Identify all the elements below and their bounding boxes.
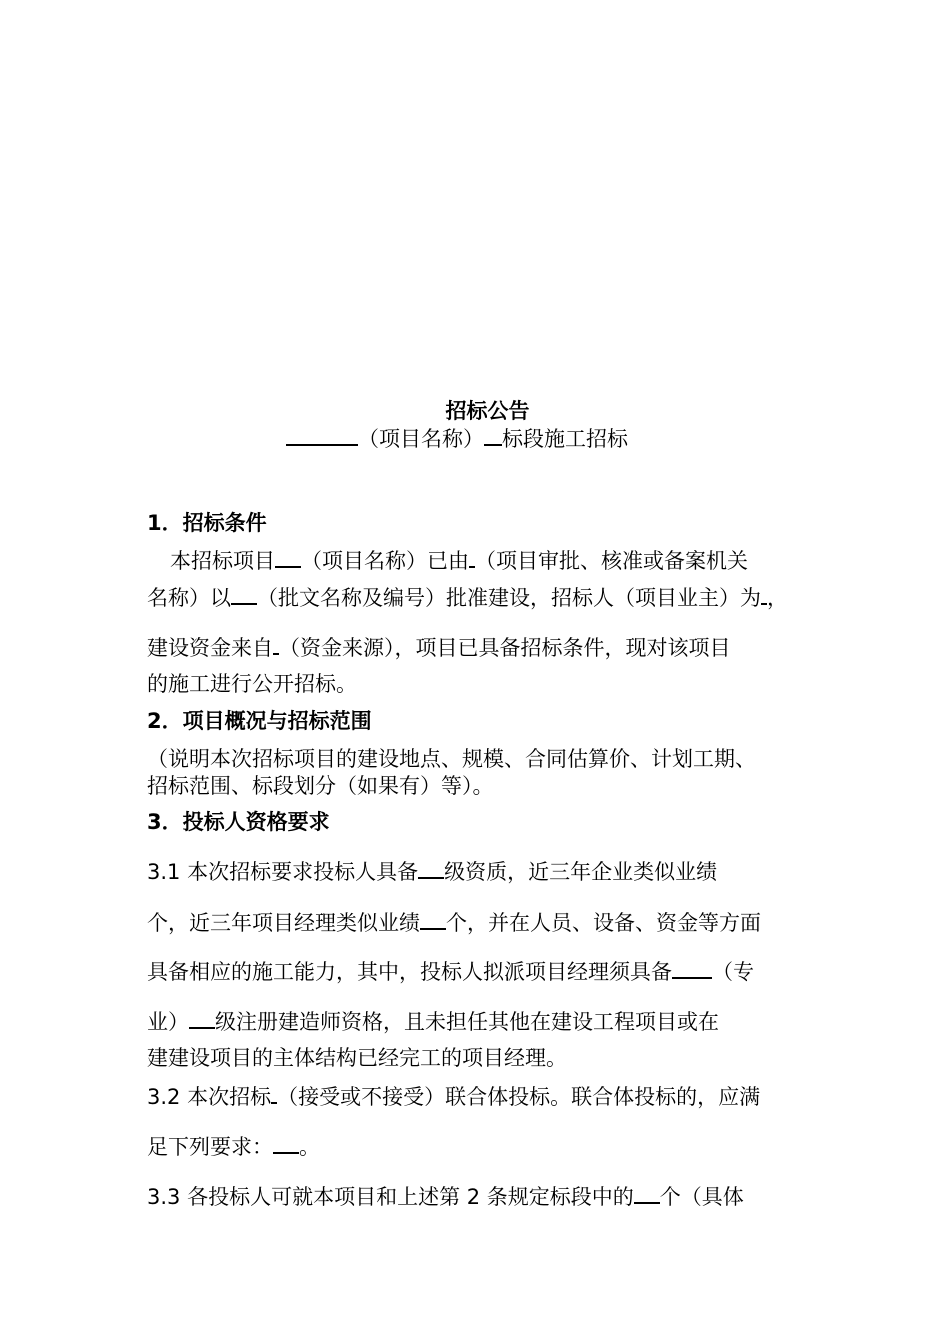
section-2-line-2: 招标范围、标段划分（如果有）等）。 [147, 774, 494, 798]
section-3-1-line-5: 建建设项目的主体结构已经完工的项目经理。 [147, 1046, 567, 1070]
blank-section [484, 424, 502, 446]
section-3-1-line-2: 个，近三年项目经理类似业绩 个，并在人员、设备、资金等方面 [147, 908, 761, 937]
blank-field [275, 546, 301, 568]
section-3-3-line-1: 3.3 各投标人可就本项目和上述第 2 条规定标段中的 个（具体 [147, 1182, 744, 1211]
section-3-1-line-4: 业） 级注册建造师资格，且未担任其他在建设工程项目或在 [147, 1007, 719, 1036]
section-1-line-2: 名称）以 （批文名称及编号）批准建设，招标人（项目业主）为 ， [147, 583, 788, 612]
section-1-line-1: 本招标项目 （项目名称）已由 （项目审批、核准或备案机关 [170, 546, 748, 575]
section-1-heading: 1．招标条件 [147, 511, 267, 535]
section-3-1-line-3: 具备相应的施工能力，其中，投标人拟派项目经理须具备 （专 [147, 957, 754, 986]
document-subtitle [286, 424, 628, 452]
section-2-line-1: （说明本次招标项目的建设地点、规模、合同估算价、计划工期、 [147, 747, 756, 771]
blank-field [420, 908, 446, 930]
subtitle-text-1: （项目名称） [358, 426, 484, 451]
blank-field [634, 1182, 660, 1204]
section-2-heading: 2．项目概况与招标范围 [147, 709, 372, 733]
section-3-2-line-2: 足下列要求： 。 [147, 1132, 320, 1161]
blank-field [189, 1007, 215, 1029]
blank-field [418, 857, 444, 879]
section-3-2-line-1: 3.2 本次招标 （接受或不接受）联合体投标。联合体投标的，应满 [147, 1082, 760, 1111]
document-title: 招标公告 [445, 399, 530, 423]
blank-field [273, 1132, 299, 1154]
blank-field [672, 957, 712, 979]
blank-field [231, 583, 257, 605]
section-1-line-3: 建设资金来自 （资金来源），项目已具备招标条件，现对该项目 [147, 633, 731, 662]
section-1-line-4: 的施工进行公开招标。 [147, 672, 357, 696]
section-3-1-line-1: 3.1 本次招标要求投标人具备 级资质，近三年企业类似业绩 [147, 857, 717, 886]
subtitle-text-2: 标段施工招标 [502, 426, 628, 451]
section-3-heading: 3．投标人资格要求 [147, 810, 330, 834]
blank-project-name [286, 424, 358, 446]
